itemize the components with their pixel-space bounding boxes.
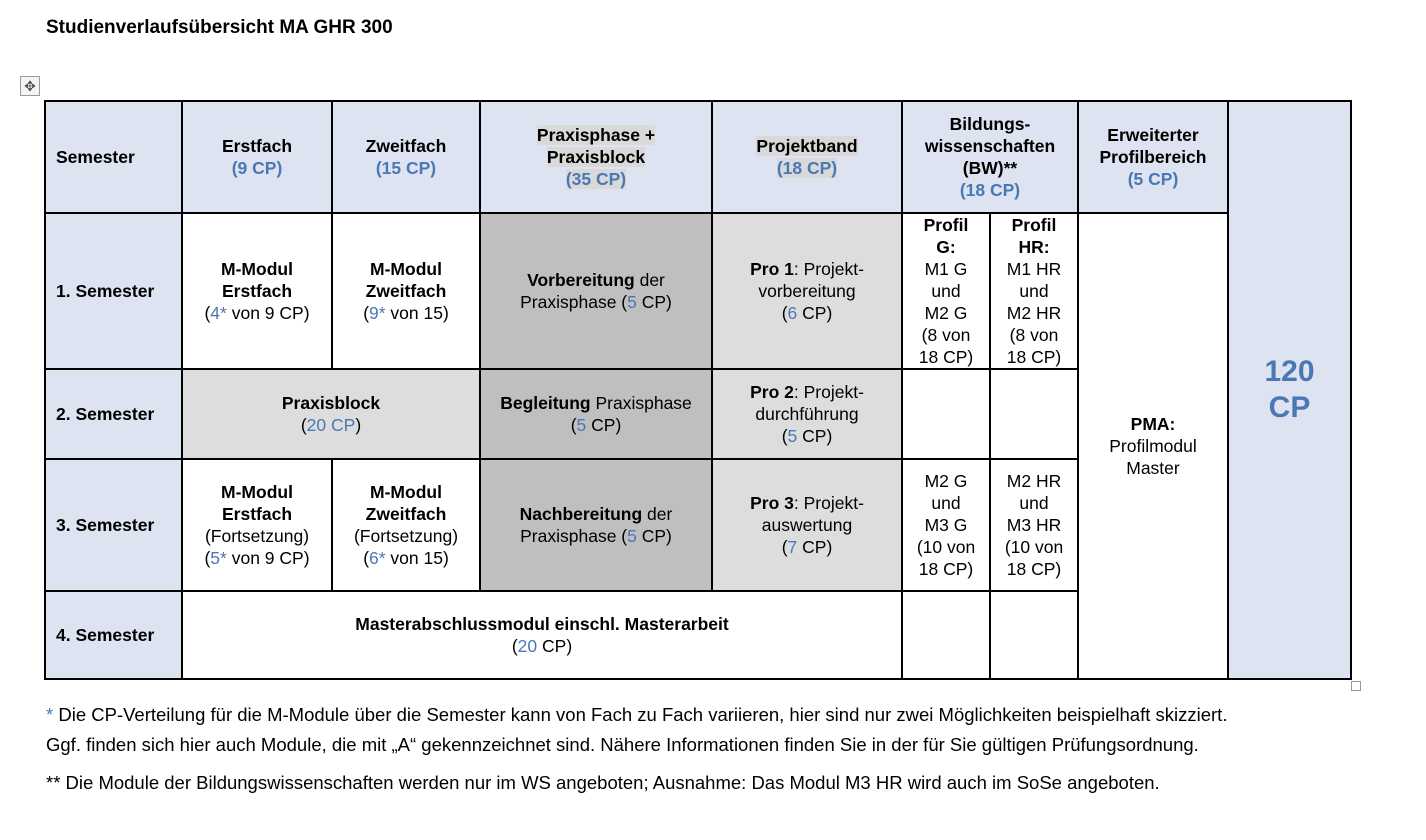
header-bildungswissenschaften: Bildungs- wissenschaften (BW)** (18 CP) — [902, 101, 1078, 213]
header-erweiterter-profilbereich: Erweiterter Profilbereich (5 CP) — [1078, 101, 1228, 213]
semester-1-row — [45, 213, 1351, 369]
semester-1-label: 1. Semester — [45, 213, 182, 369]
header-projektband: Projektband (18 CP) — [712, 101, 902, 213]
footnotes — [46, 700, 1416, 798]
sem2-praxis-cell: Begleitung Praxisphase (5 CP) — [480, 369, 712, 459]
sem4-profil-hr-cell — [990, 591, 1078, 679]
sem1-profil-hr-cell: Profil HR: M1 HR und M2 HR (8 von 18 CP) — [990, 213, 1078, 369]
sem3-praxis-cell: Nachbereitung der Praxisphase (5 CP) — [480, 459, 712, 591]
sem2-profil-hr-cell — [990, 369, 1078, 459]
sem3-projekt-cell: Pro 3: Projekt- auswertung (7 CP) — [712, 459, 902, 591]
header-semester: Semester — [45, 101, 182, 213]
sem1-praxis-cell: Vorbereitung der Praxisphase (5 CP) — [480, 213, 712, 369]
sem2-projekt-cell: Pro 2: Projekt- durchführung (5 CP) — [712, 369, 902, 459]
sem2-praxisblock-cell: Praxisblock (20 CP) — [182, 369, 480, 459]
sem2-profil-g-cell — [902, 369, 990, 459]
sem3-erstfach-cell: M-Modul Erstfach (Fortsetzung) (5* von 9 CP) — [182, 459, 332, 591]
header-row — [45, 101, 1351, 213]
header-erstfach: Erstfach (9 CP) — [182, 101, 332, 213]
sem1-projekt-cell: Pro 1: Projekt- vorbereitung (6 CP) — [712, 213, 902, 369]
study-plan-table — [44, 100, 1352, 680]
header-praxisphase: Praxisphase + Praxisblock (35 CP) — [480, 101, 712, 213]
table-move-handle-icon[interactable]: ✥ — [20, 76, 40, 96]
sem3-profil-g-cell: M2 G und M3 G (10 von 18 CP) — [902, 459, 990, 591]
sem3-zweitfach-cell: M-Modul Zweitfach (Fortsetzung) (6* von 15) — [332, 459, 480, 591]
sem1-profil-g-cell: Profil G: M1 G und M2 G (8 von 18 CP) — [902, 213, 990, 369]
header-zweitfach: Zweitfach (15 CP) — [332, 101, 480, 213]
pma-cell: PMA: Profilmodul Master — [1078, 213, 1228, 679]
sem4-profil-g-cell — [902, 591, 990, 679]
footnote-2: ** Die Module der Bildungswissenschaften werden nur im WS angeboten; Ausnahme: Das Modul M3 HR wird auch im SoSe angeboten. — [46, 772, 1160, 793]
semester-3-label: 3. Semester — [45, 459, 182, 591]
footnote-1: * Die CP-Verteilung für die M-Module über die Semester kann von Fach zu Fach variieren, hier sind nur zwei Möglichkeiten beispielhaft skizziert. — [46, 704, 1228, 725]
sem1-zweitfach-cell: M-Modul Zweitfach (9* von 15) — [332, 213, 480, 369]
semester-2-label: 2. Semester — [45, 369, 182, 459]
footnote-1-line-2: Ggf. finden sich hier auch Module, die mit „A“ gekennzeichnet sind. Nähere Informationen finden Sie in der für Sie gültigen Prüfungsordnung. — [46, 734, 1199, 755]
sem1-erstfach-cell: M-Modul Erstfach (4* von 9 CP) — [182, 213, 332, 369]
semester-4-label: 4. Semester — [45, 591, 182, 679]
document-title: Studienverlaufsübersicht MA GHR 300 — [46, 17, 393, 38]
sem4-master-cell: Masterabschlussmodul einschl. Masterarbeit (20 CP) — [182, 591, 902, 679]
total-cp: 120 CP — [1228, 101, 1351, 679]
sem3-profil-hr-cell: M2 HR und M3 HR (10 von 18 CP) — [990, 459, 1078, 591]
table-resize-handle[interactable] — [1351, 681, 1361, 691]
